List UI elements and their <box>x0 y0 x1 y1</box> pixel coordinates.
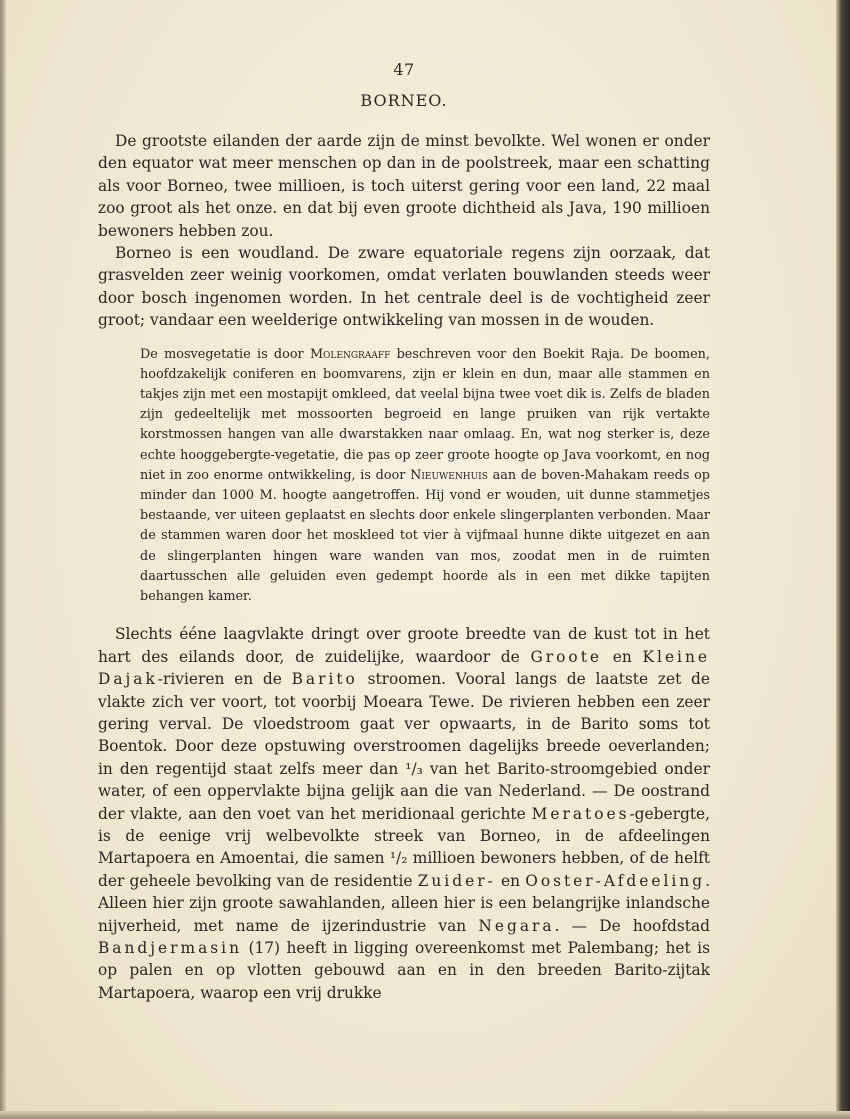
page-right-edge <box>836 0 850 1119</box>
paragraph-2: Borneo is een woudland. De zware equatoriale regens zijn oorzaak, dat grasvelden zeer weinig voorkomen, omdat verlaten bouwlanden steeds weer door bosch ingenomen worden. In het centrale deel is de vochtigheid zeer groot; vandaar een weelderige ontwikkeling van mossen in de wouden. <box>98 244 710 330</box>
p3-text-5: van het Barito-stroomgebied onder water, of een oppervlakte bijna gelijk aan die van Nederland. — De oostrand der vlakte, aan den voet van het meridionaal gerichte <box>98 759 710 823</box>
fraction-one-half: ¹/₂ <box>389 849 408 868</box>
page-content <box>98 60 710 1004</box>
fraction-one-third: ¹/₃ <box>405 759 423 778</box>
note-text-2: beschreven voor den Boekit Raja. De boomen, hoofdzakelijk coniferen en boomvarens, zijn er klein en dun, maar alle stammen en takjes zijn met een mostapijt omkleed, dat veelal bijna twee voet dik is. Zelfs de bladen zijn gedeeltelijk met mossoorten begroeid en lange pruiken van rijk vertakte korstmossen hangen van alle dwarstakken naar omlaag. En, wat nog sterker is, deze echte hooggebergte-vegetatie, die pas op zeer groote hoogte op Java voorkomt, en nog niet in zoo enorme ontwikkeling, is door <box>140 346 710 483</box>
page-bottom-edge <box>0 1111 850 1119</box>
place-meratoes: Meratoes <box>531 804 630 823</box>
p3-text-6: -gebergte, is de eenige vrij welbevolkte streek van Borneo, in de afdeelingen Martapoera en Amoentai, die samen <box>98 804 710 868</box>
footnote-text <box>140 345 710 608</box>
note-text-1: De mosvegetatie is door <box>140 346 304 362</box>
note-text-3: aan de boven-Mahakam reeds op minder dan 1000 M. hoogte aangetroffen. Hij vond er wouden, uit dunne stammetjes bestaande, ver uiteen geplaatst en slechts door enkele slingerplanten verbonden. Maar de stammen waren door het moskleed tot vier à vijfmaal hunne dikte uitgezet en aan de slingerplanten hingen ware wanden van mos, zoodat men in de ruimten daartusschen alle geluiden even gedempt hoorde als in een met dikke tapijten behangen kamer. <box>140 467 711 605</box>
p3-text-2: en <box>612 647 632 666</box>
p3-text-1: Slechts ééne laagvlakte dringt over groote breedte van de kust tot in het hart des eilands door, de zuidelijke, waardoor de <box>98 625 710 666</box>
place-groote: Groote <box>530 647 602 666</box>
place-bandjermasin: Bandjermasin <box>98 938 242 957</box>
footnote-block <box>140 345 710 608</box>
place-zuider: Zuider- <box>417 871 496 890</box>
p3-text-4: stroomen. Vooral langs de laatste zet de vlakte zich ver voort, tot voorbij Moeara Tewe. De rivieren hebben een zeer gering verval. De vloedstroom gaat ver opwaarts, in de Barito soms tot Boentok. Door deze opstuwing overstroomen dagelijks breede oeverlanden; in den regentijd staat zelfs meer dan <box>98 670 710 778</box>
p3-text-8: en <box>500 871 520 890</box>
place-negara: Negara <box>478 916 555 935</box>
author-nieuwenhuis: Nieuwenhuis <box>410 467 488 483</box>
p3-text-10: . — De hoofdstad <box>554 916 710 935</box>
p3-text-7: millioen bewoners hebben, of de helft der geheele bevolking van de residentie <box>98 849 710 890</box>
place-ooster-afdeeling: Ooster-Afdeeling <box>525 871 706 890</box>
place-kleine-dajak: Kleine Dajak <box>98 647 711 689</box>
p3-text-3: -rivieren en de <box>157 670 282 689</box>
p3-text-11: (17) heeft in ligging overeenkomst met Palembang; het is op palen en op vlotten gebouwd aan en in den breeden Barito-zijtak Martapoera, waarop een vrij drukke <box>98 938 710 1002</box>
p3-text-9: . Alleen hier zijn groote sawahlanden, alleen hier is een belangrijke inlandsche nijverheid, met name de ijzerindustrie van <box>98 871 710 935</box>
paragraph-1: De grootste eilanden der aarde zijn de minst bevolkte. Wel wonen er onder den equator wat meer menschen op dan in de poolstreek, maar een schatting als voor Borneo, twee millioen, is toch uiterst gering voor een land, 22 maal zoo groot als het onze. en dat bij even groote dichtheid als Java, 190 millioen bewoners hebben zou. <box>98 132 710 240</box>
page-left-edge <box>0 0 6 1119</box>
chapter-title: BORNEO. <box>360 91 448 110</box>
paragraph-3 <box>98 623 710 1004</box>
author-molengraaff: Molengraaff <box>309 346 391 362</box>
place-barito: Barito <box>291 670 358 689</box>
page-number: 47 <box>393 60 415 79</box>
